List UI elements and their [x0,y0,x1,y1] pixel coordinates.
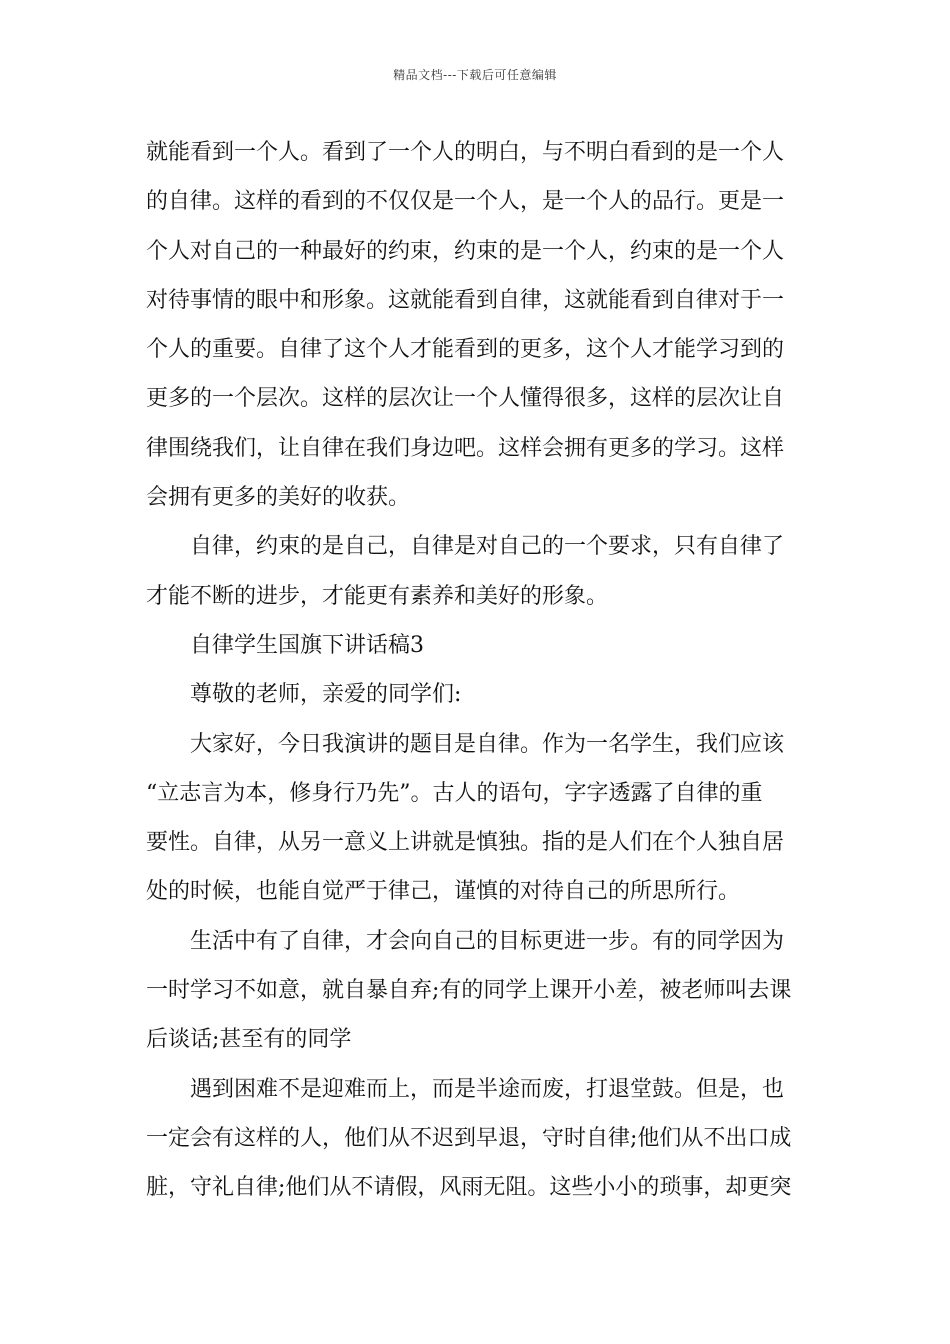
text-line: 一定会有这样的人，他们从不迟到早退，守时自律;他们从不出口成 [146,1125,792,1151]
page-header: 精品文档---下载后可任意编辑 [393,68,557,82]
text-line: 处的时候，也能自觉严于律己，谨慎的对待自己的所思所行。 [146,879,741,905]
salutation: 尊敬的老师，亲爱的同学们: [190,682,462,708]
text-line: 会拥有更多的美好的收获。 [146,485,411,511]
text-line: 一时学习不如意，就自暴自弃;有的同学上课开小差，被老师叫去课 [146,978,792,1004]
text-line: 更多的一个层次。这样的层次让一个人懂得很多，这样的层次让自 [146,386,785,412]
text-line: 就能看到一个人。看到了一个人的明白，与不明白看到的是一个人 [146,140,785,165]
text-line: 才能不断的进步，才能更有素养和美好的形象。 [146,583,609,609]
text-line: 要性。自律，从另一意义上讲就是慎独。指的是人们在个人独自居 [146,830,785,856]
text-line: 个人对自己的一种最好的约束，约束的是一个人，约束的是一个人 [146,238,785,264]
paragraph-start-line: 自律，约束的是自己，自律是对自己的一个要求，只有自律了 [190,534,785,560]
text-line: 的自律。这样的看到的不仅仅是一个人，是一个人的品行。更是一 [146,189,785,215]
document-body [146,128,808,1213]
paragraph-start-line: 生活中有了自律，才会向自己的目标更进一步。有的同学因为 [190,928,785,954]
paragraph-start-line: 大家好，今日我演讲的题目是自律。作为一名学生，我们应该 [190,731,785,757]
paragraph-start-line: 遇到困难不是迎难而上，而是半途而废，打退堂鼓。但是，也 [190,1076,785,1102]
text-line: 个人的重要。自律了这个人才能看到的更多，这个人才能学习到的 [146,337,785,363]
text-line: 对待事情的眼中和形象。这就能看到自律，这就能看到自律对于一 [146,287,785,313]
text-line: “立志言为本，修身行乃先”。古人的语句，字字透露了自律的重 [146,780,763,806]
section-title: 自律学生国旗下讲话稿3 [190,632,424,658]
text-line: 律围绕我们，让自律在我们身边吧。这样会拥有更多的学习。这样 [146,435,785,461]
text-line: 脏，守礼自律;他们从不请假，风雨无阻。这些小小的琐事，却更突 [146,1175,792,1201]
text-line: 后谈话;甚至有的同学 [146,1027,352,1053]
